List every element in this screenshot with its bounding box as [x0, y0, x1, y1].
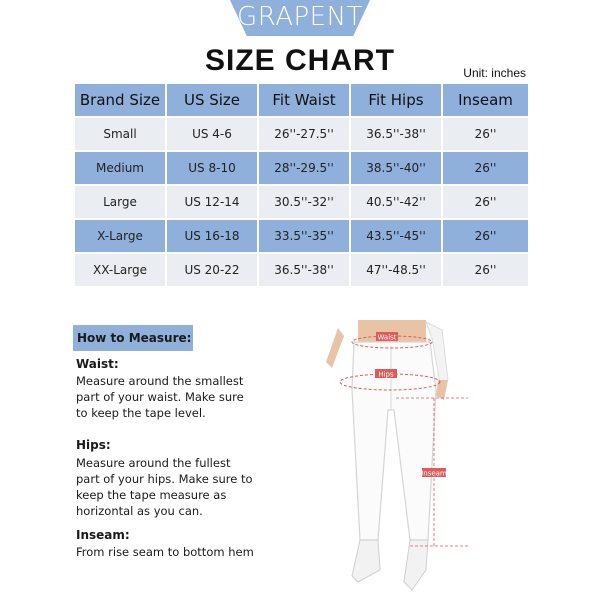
table-row — [75, 186, 528, 218]
size-table — [73, 82, 530, 288]
cell-fit-hips: 36.5''-38'' — [351, 118, 441, 150]
cell-us-size: US 4-6 — [167, 118, 257, 150]
header-us-size: US Size — [167, 84, 257, 116]
left-shoe — [352, 540, 380, 582]
header-inseam: Inseam — [443, 84, 528, 116]
cell-fit-hips: 40.5''-42'' — [351, 186, 441, 218]
how-to-measure-heading: How to Measure: — [73, 325, 193, 351]
table-row — [75, 152, 528, 184]
hips-label: Hips — [378, 370, 394, 379]
cell-fit-hips: 38.5''-40'' — [351, 152, 441, 184]
unit-label: Unit: inches — [463, 66, 526, 80]
page-title: SIZE CHART — [205, 44, 395, 77]
left-arm — [326, 328, 344, 368]
hips-title: Hips: — [76, 438, 111, 452]
cell-brand-size: X-Large — [75, 220, 165, 252]
cell-fit-waist: 30.5''-32'' — [259, 186, 349, 218]
hips-text: Measure around the fullest part of your hips. Make sure to keep the tape measure as horizontal as you can. — [76, 456, 253, 518]
cell-inseam: 26'' — [443, 152, 528, 184]
header-fit-waist: Fit Waist — [259, 84, 349, 116]
table-row — [75, 118, 528, 150]
cell-inseam: 26'' — [443, 186, 528, 218]
cell-fit-hips: 43.5''-45'' — [351, 220, 441, 252]
cell-brand-size: Medium — [75, 152, 165, 184]
cell-brand-size: XX-Large — [75, 254, 165, 286]
cell-fit-waist: 28''-29.5'' — [259, 152, 349, 184]
right-hand — [436, 380, 448, 400]
cell-fit-hips: 47''-48.5'' — [351, 254, 441, 286]
waist-label: Waist — [377, 333, 397, 342]
header-brand-size: Brand Size — [75, 84, 165, 116]
inseam-label: Inseam — [421, 469, 447, 478]
pants-illustration — [318, 320, 478, 600]
cell-us-size: US 16-18 — [167, 220, 257, 252]
right-shoe — [404, 540, 428, 590]
cell-us-size: US 8-10 — [167, 152, 257, 184]
table-header-row — [75, 84, 528, 116]
waist-text: Measure around the smallest part of your waist. Make sure to keep the tape level. — [76, 374, 244, 420]
cell-fit-waist: 36.5''-38'' — [259, 254, 349, 286]
cell-inseam: 26'' — [443, 220, 528, 252]
cell-inseam: 26'' — [443, 118, 528, 150]
cell-fit-waist: 33.5''-35'' — [259, 220, 349, 252]
cell-fit-waist: 26''-27.5'' — [259, 118, 349, 150]
brand-logo: GRAPENT — [237, 2, 363, 32]
cell-us-size: US 12-14 — [167, 186, 257, 218]
inseam-text: From rise seam to bottom hem — [76, 545, 254, 559]
cell-us-size: US 20-22 — [167, 254, 257, 286]
waist-title: Waist: — [76, 357, 119, 371]
inseam-title: Inseam: — [76, 528, 130, 542]
cell-brand-size: Large — [75, 186, 165, 218]
table-row — [75, 254, 528, 286]
model-figure — [318, 320, 478, 600]
cell-inseam: 26'' — [443, 254, 528, 286]
table-row — [75, 220, 528, 252]
header-fit-hips: Fit Hips — [351, 84, 441, 116]
cell-brand-size: Small — [75, 118, 165, 150]
